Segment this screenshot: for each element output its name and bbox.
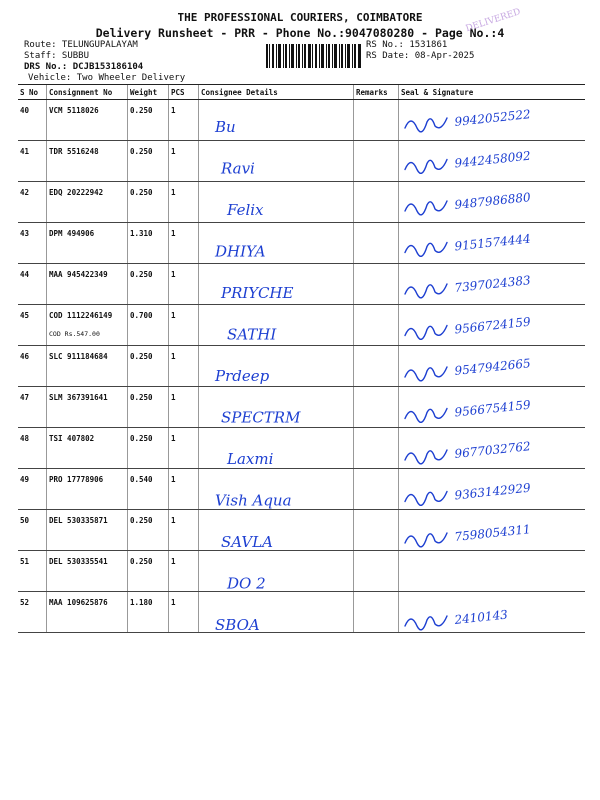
row-weight [128, 141, 169, 182]
col-remarks: Remarks [354, 85, 399, 100]
row-consignment-text: COD 1112246149 [49, 311, 113, 320]
row-weight-text: 0.250 [130, 393, 153, 402]
company-title: THE PROFESSIONAL COURIERS, COIMBATORE [177, 11, 423, 24]
row-signature-cell [399, 141, 586, 182]
row-pcs [169, 551, 199, 592]
row-pcs-text: 1 [171, 106, 176, 115]
row-sno-text: 45 [20, 311, 30, 320]
col-signature: Seal & Signature [399, 85, 586, 100]
row-pcs [169, 469, 199, 510]
row-consignee-cell [199, 264, 354, 305]
row-consignee-cell [199, 305, 354, 346]
row-remarks-cell [354, 469, 399, 510]
table-row [18, 510, 585, 551]
row-signature-cell [399, 592, 586, 633]
delivered-stamp: DELIVERED [464, 7, 522, 35]
row-sno-text: 49 [20, 475, 30, 484]
col-pcs: PCS [169, 85, 199, 100]
row-weight [128, 428, 169, 469]
table-row [18, 264, 585, 305]
row-pcs [169, 223, 199, 264]
row-consignee-cell [199, 182, 354, 223]
row-consignee-cell [199, 469, 354, 510]
handwritten-phone: 9442458092 [453, 148, 532, 171]
row-remarks-cell [354, 305, 399, 346]
handwritten-consignee: DHIYA [215, 242, 266, 261]
handwritten-consignee: Bu [215, 118, 236, 136]
row-pcs-text: 1 [171, 475, 176, 484]
row-weight [128, 305, 169, 346]
row-sno [18, 428, 47, 469]
table-row [18, 223, 585, 264]
row-signature-cell [399, 182, 586, 223]
row-signature-cell [399, 551, 586, 592]
table-row [18, 141, 585, 182]
row-pcs [169, 428, 199, 469]
row-pcs-text: 1 [171, 229, 176, 238]
row-signature-cell [399, 469, 586, 510]
row-remarks-cell [354, 141, 399, 182]
handwritten-phone: 9547942665 [453, 356, 532, 378]
table-row [18, 551, 585, 592]
row-remarks-cell [354, 100, 399, 141]
row-consignee-cell [199, 223, 354, 264]
row-signature-cell [399, 510, 586, 551]
table-row [18, 387, 585, 428]
row-remarks-cell [354, 510, 399, 551]
row-consignment-text: MAA 109625876 [49, 598, 108, 607]
row-pcs [169, 510, 199, 551]
row-sno [18, 551, 47, 592]
row-sno-text: 48 [20, 434, 30, 443]
route-label: Route: TELUNGUPALAYAM [24, 40, 138, 50]
row-remarks-cell [354, 182, 399, 223]
row-pcs [169, 141, 199, 182]
row-consignee-cell [199, 428, 354, 469]
handwritten-phone: 9151574444 [453, 231, 532, 254]
table-row [18, 346, 585, 387]
handwritten-phone: 9566754159 [453, 397, 532, 420]
row-pcs-text: 1 [171, 516, 176, 525]
row-weight-text: 0.250 [130, 270, 153, 279]
row-consignment-text: PRO 17778906 [49, 475, 104, 484]
row-weight [128, 510, 169, 551]
table-header-row [18, 85, 585, 100]
drs-label: DRS No.: DCJB153186104 [24, 62, 144, 72]
handwritten-consignee: SBOA [215, 616, 260, 634]
col-sno: S No [18, 85, 47, 100]
handwritten-consignee: SATHI [227, 325, 277, 344]
handwritten-phone: 9487986880 [453, 190, 532, 212]
row-weight-text: 0.250 [130, 352, 153, 361]
row-pcs-text: 1 [171, 557, 176, 566]
row-consignment [47, 346, 128, 387]
row-sno-text: 44 [20, 270, 30, 279]
row-weight [128, 100, 169, 141]
table-row [18, 182, 585, 223]
row-remarks-cell [354, 592, 399, 633]
row-weight [128, 592, 169, 633]
row-sno-text: 51 [20, 557, 30, 566]
row-weight-text: 0.250 [130, 188, 153, 197]
row-consignee-cell [199, 346, 354, 387]
vehicle-label: Vehicle: Two Wheeler Delivery [28, 73, 186, 83]
row-pcs-text: 1 [171, 188, 176, 197]
row-consignment [47, 551, 128, 592]
row-consignment-text: SLC 911184684 [49, 352, 108, 361]
row-pcs [169, 264, 199, 305]
row-consignment [47, 100, 128, 141]
handwritten-consignee: Felix [227, 201, 264, 219]
row-consignment [47, 264, 128, 305]
row-remarks-cell [354, 346, 399, 387]
barcode [266, 44, 361, 68]
row-consignee-cell [199, 141, 354, 182]
row-sno [18, 182, 47, 223]
handwritten-consignee: Vish Aqua [215, 491, 292, 510]
rs-date: RS Date: 08-Apr-2025 [366, 51, 475, 61]
row-consignment-text: DPM 494906 [49, 229, 95, 238]
cod-amount: COD Rs.547.00 [49, 330, 100, 338]
row-pcs [169, 346, 199, 387]
col-weight: Weight [128, 85, 169, 100]
row-sno [18, 387, 47, 428]
row-consignment-text: EDQ 20222942 [49, 188, 104, 197]
table-row [18, 469, 585, 510]
row-weight-text: 0.250 [130, 434, 153, 443]
row-weight-text: 0.250 [130, 516, 153, 525]
row-sno-text: 41 [20, 147, 30, 156]
row-pcs-text: 1 [171, 434, 176, 443]
runsheet-subtitle: Delivery Runsheet - PRR - Phone No.:9047080280 - Page No.:4 [95, 26, 505, 40]
row-remarks-cell [354, 551, 399, 592]
row-consignment [47, 141, 128, 182]
row-consignment [47, 223, 128, 264]
handwritten-consignee: Prdeep [215, 367, 270, 385]
row-sno [18, 141, 47, 182]
row-weight-text: 0.250 [130, 147, 153, 156]
row-consignment-text: DEL 530335871 [49, 516, 108, 525]
row-sno [18, 223, 47, 264]
row-sno [18, 100, 47, 141]
row-sno-text: 42 [20, 188, 30, 197]
row-consignment [47, 305, 128, 346]
row-consignment-text: SLM 367391641 [49, 393, 108, 402]
row-sno [18, 592, 47, 633]
table-row [18, 592, 585, 633]
row-consignment-text: VCM 5118026 [49, 106, 99, 115]
row-signature-cell [399, 387, 586, 428]
col-consignment: Consignment No [47, 85, 128, 100]
row-consignee-cell [199, 100, 354, 141]
handwritten-phone: 9677032762 [453, 439, 532, 461]
row-pcs-text: 1 [171, 598, 176, 607]
row-weight-text: 0.700 [130, 311, 153, 320]
row-consignment-text: MAA 945422349 [49, 270, 108, 279]
row-pcs [169, 305, 199, 346]
row-sno-text: 47 [20, 393, 30, 402]
handwritten-phone: 9942052522 [453, 107, 532, 129]
row-signature-cell [399, 346, 586, 387]
row-sno-text: 52 [20, 598, 30, 607]
row-consignee-cell [199, 387, 354, 428]
col-consignee: Consignee Details [199, 85, 354, 100]
row-consignment [47, 182, 128, 223]
row-consignment-text: TSI 407802 [49, 434, 95, 443]
handwritten-consignee: DO 2 [227, 574, 266, 593]
handwritten-consignee: Laxmi [227, 450, 274, 468]
row-remarks-cell [354, 264, 399, 305]
row-pcs-text: 1 [171, 393, 176, 402]
row-consignment [47, 510, 128, 551]
row-weight-text: 1.180 [130, 598, 153, 607]
row-consignment-text: DEL 530335541 [49, 557, 108, 566]
row-weight-text: 0.250 [130, 557, 153, 566]
row-consignee-cell [199, 592, 354, 633]
handwritten-phone: 7397024383 [453, 273, 532, 295]
handwritten-consignee: SPECTRM [221, 408, 301, 427]
row-pcs [169, 387, 199, 428]
row-consignment [47, 592, 128, 633]
row-consignment-text: TDR 5516248 [49, 147, 99, 156]
row-weight [128, 551, 169, 592]
row-signature-cell [399, 264, 586, 305]
row-pcs-text: 1 [171, 147, 176, 156]
row-remarks-cell [354, 223, 399, 264]
row-consignment [47, 387, 128, 428]
row-remarks-cell [354, 428, 399, 469]
rs-number: RS No.: 1531861 [366, 40, 448, 50]
row-sno [18, 264, 47, 305]
row-weight [128, 469, 169, 510]
row-consignment [47, 469, 128, 510]
handwritten-consignee: Ravi [221, 159, 255, 178]
row-weight-text: 0.540 [130, 475, 153, 484]
row-signature-cell [399, 428, 586, 469]
row-signature-cell [399, 100, 586, 141]
row-pcs-text: 1 [171, 352, 176, 361]
runsheet-table [18, 84, 585, 633]
row-weight [128, 346, 169, 387]
row-signature-cell [399, 305, 586, 346]
row-weight [128, 264, 169, 305]
handwritten-consignee: SAVLA [221, 533, 273, 551]
row-weight [128, 182, 169, 223]
table-row [18, 305, 585, 346]
handwritten-phone: 2410143 [453, 607, 509, 627]
row-sno [18, 469, 47, 510]
row-sno [18, 305, 47, 346]
row-pcs [169, 182, 199, 223]
row-consignee-cell [199, 510, 354, 551]
staff-label: Staff: SUBBU [24, 51, 90, 61]
handwritten-phone: 9363142929 [453, 480, 532, 503]
row-weight-text: 0.250 [130, 106, 153, 115]
row-pcs [169, 592, 199, 633]
row-consignment [47, 428, 128, 469]
row-sno-text: 50 [20, 516, 30, 525]
row-weight-text: 1.310 [130, 229, 153, 238]
handwritten-phone: 9566724159 [453, 314, 532, 337]
row-signature-cell [399, 223, 586, 264]
row-remarks-cell [354, 387, 399, 428]
row-pcs-text: 1 [171, 311, 176, 320]
row-weight [128, 223, 169, 264]
table-row [18, 428, 585, 469]
row-sno-text: 40 [20, 106, 30, 115]
handwritten-consignee: PRIYCHE [221, 284, 294, 302]
row-sno [18, 510, 47, 551]
handwritten-phone: 7598054311 [453, 522, 532, 544]
row-pcs-text: 1 [171, 270, 176, 279]
row-weight [128, 387, 169, 428]
row-consignee-cell [199, 551, 354, 592]
table-row [18, 100, 585, 141]
row-sno [18, 346, 47, 387]
row-pcs [169, 100, 199, 141]
row-sno-text: 43 [20, 229, 30, 238]
row-sno-text: 46 [20, 352, 30, 361]
